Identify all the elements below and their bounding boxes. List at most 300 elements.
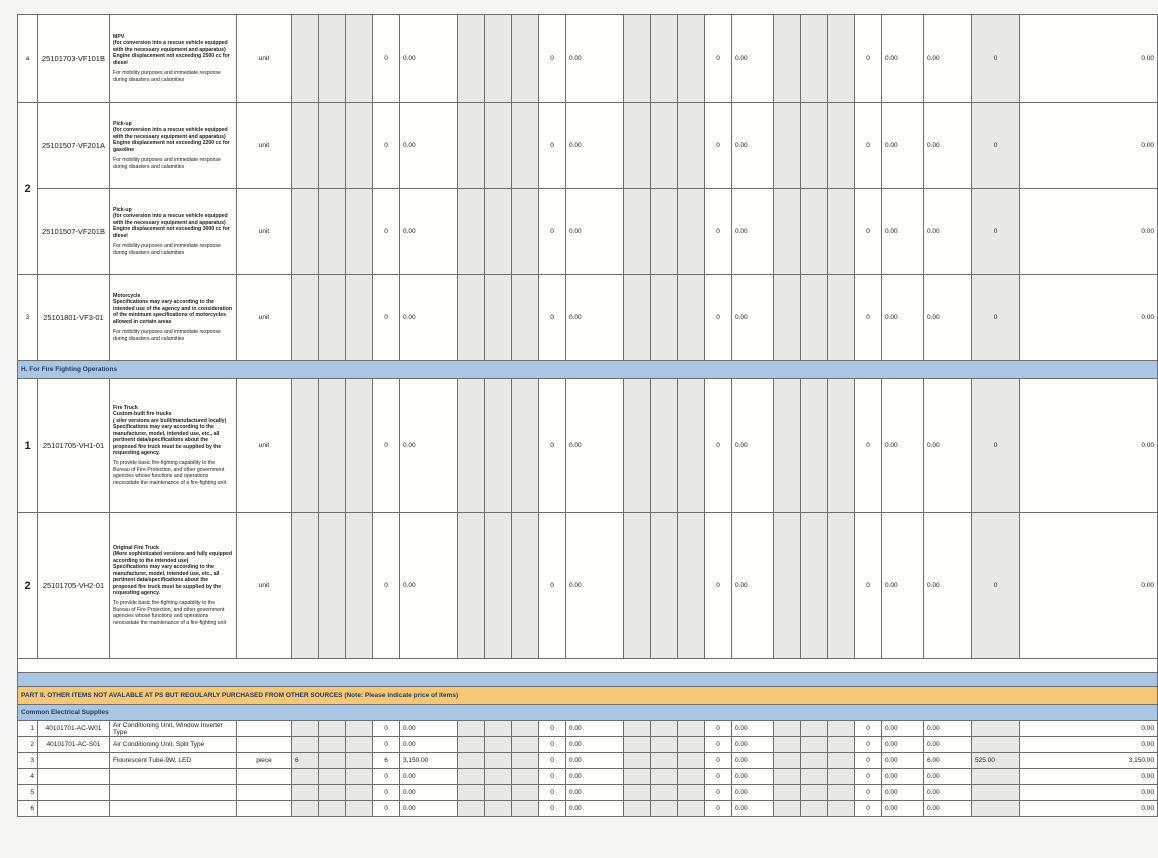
month-cell [624, 15, 651, 103]
row-number: 1 [18, 721, 38, 737]
section-header [18, 361, 1158, 379]
month-cell [292, 275, 319, 361]
month-cell [485, 801, 512, 817]
month-cell [828, 737, 855, 753]
quarter-amount: 0.00 [732, 379, 774, 513]
quarter-amount: 0.00 [732, 513, 774, 659]
month-cell [319, 189, 346, 275]
quarter-qty: 0 [705, 189, 732, 275]
item-code: 25101801-VF3-01 [38, 275, 110, 361]
quarter-qty: 0 [373, 15, 400, 103]
month-cell [458, 785, 485, 801]
quarter-qty: 0 [373, 801, 400, 817]
quarter-qty: 0 [705, 275, 732, 361]
price-cell [972, 769, 1020, 785]
month-cell [678, 275, 705, 361]
total-amount: 0.00 [1020, 721, 1158, 737]
quarter-amount: 0.00 [882, 103, 924, 189]
month-cell [458, 769, 485, 785]
item-description [110, 379, 237, 513]
total-qty: 0.00 [924, 103, 972, 189]
month-cell [319, 737, 346, 753]
price-cell: 525.00 [972, 753, 1020, 769]
quarter-qty: 0 [705, 379, 732, 513]
month-cell [678, 15, 705, 103]
month-cell [512, 737, 539, 753]
month-cell [678, 753, 705, 769]
quarter-amount: 0.00 [732, 721, 774, 737]
quarter-qty: 0 [705, 721, 732, 737]
unit-cell [237, 801, 292, 817]
description-note: For mobility purposes and immediate response during disasters and calamities [113, 157, 221, 170]
quarter-qty: 0 [373, 721, 400, 737]
row-number: 5 [18, 785, 38, 801]
total-qty: 0.00 [924, 189, 972, 275]
description-note: For mobility purposes and immediate response during disasters and calamities [113, 329, 221, 342]
month-cell [485, 737, 512, 753]
row-number: 2 [18, 103, 38, 275]
month-cell [678, 769, 705, 785]
month-cell [512, 275, 539, 361]
row-number: 4 [18, 769, 38, 785]
total-qty: 0.00 [924, 801, 972, 817]
month-cell [624, 275, 651, 361]
unit-cell: unit [237, 15, 292, 103]
description-note: To provide basic fire-fighting capability to the Bureau of Fire Protection, and other government agencies whose functions and operations necessitate the maintenance of a fire-fighting unit [113, 460, 227, 486]
month-cell [828, 721, 855, 737]
month-cell [485, 785, 512, 801]
month-cell [319, 513, 346, 659]
price-cell: 0 [972, 189, 1020, 275]
month-cell [624, 721, 651, 737]
month-cell [512, 15, 539, 103]
month-cell [774, 769, 801, 785]
price-cell: 0 [972, 379, 1020, 513]
procurement-table [17, 14, 1158, 817]
month-cell [651, 15, 678, 103]
month-cell [651, 785, 678, 801]
month-cell [801, 103, 828, 189]
month-cell [828, 379, 855, 513]
month-cell [485, 513, 512, 659]
month-cell [651, 103, 678, 189]
month-cell [828, 785, 855, 801]
quarter-amount: 0.00 [882, 801, 924, 817]
quarter-amount: 0.00 [566, 737, 624, 753]
quarter-amount: 0.00 [882, 379, 924, 513]
description-title: MPV (for conversion into a rescue vehicle equipped with the necessary equipment and apparatus) Engine displacement not exceeding 2500 cc for diesel [113, 34, 230, 66]
month-cell [774, 513, 801, 659]
quarter-amount: 0.00 [566, 721, 624, 737]
month-cell [651, 769, 678, 785]
table-row [18, 753, 1158, 769]
total-amount: 0.00 [1020, 513, 1158, 659]
month-cell [651, 801, 678, 817]
item-description [110, 801, 237, 817]
month-cell [458, 189, 485, 275]
month-cell [678, 785, 705, 801]
item-description [110, 103, 237, 189]
quarter-amount: 0.00 [400, 801, 458, 817]
unit-cell [237, 769, 292, 785]
month-cell [801, 15, 828, 103]
month-cell [651, 513, 678, 659]
month-cell [828, 103, 855, 189]
quarter-amount: 0.00 [566, 753, 624, 769]
month-cell [512, 753, 539, 769]
quarter-qty: 0 [855, 769, 882, 785]
month-cell [828, 189, 855, 275]
total-amount: 0.00 [1020, 379, 1158, 513]
quarter-amount: 0.00 [882, 15, 924, 103]
month-cell [292, 379, 319, 513]
item-description [110, 189, 237, 275]
month-cell [801, 721, 828, 737]
item-description [110, 15, 237, 103]
total-qty: 0.00 [924, 737, 972, 753]
quarter-amount: 0.00 [566, 801, 624, 817]
quarter-amount: 0.00 [400, 785, 458, 801]
month-cell [801, 801, 828, 817]
quarter-qty: 0 [373, 769, 400, 785]
month-cell [774, 379, 801, 513]
month-cell [485, 379, 512, 513]
month-cell [801, 785, 828, 801]
unit-cell: piece [237, 753, 292, 769]
table-row [18, 737, 1158, 753]
quarter-amount: 0.00 [882, 721, 924, 737]
item-description [110, 769, 237, 785]
month-cell [319, 721, 346, 737]
month-cell [292, 103, 319, 189]
quarter-qty: 0 [539, 753, 566, 769]
quarter-amount: 0.00 [400, 721, 458, 737]
month-cell [624, 189, 651, 275]
month-cell [292, 769, 319, 785]
table-row [18, 801, 1158, 817]
item-code: 40101701-AC-S01 [38, 737, 110, 753]
quarter-amount: 0.00 [400, 103, 458, 189]
total-qty: 0.00 [924, 513, 972, 659]
quarter-amount: 0.00 [732, 103, 774, 189]
month-cell [346, 379, 373, 513]
item-code: 40101701-AC-W01 [38, 721, 110, 737]
month-cell [801, 189, 828, 275]
total-qty: 6.00 [924, 753, 972, 769]
quarter-amount: 0.00 [732, 753, 774, 769]
month-cell [801, 275, 828, 361]
quarter-qty: 0 [855, 379, 882, 513]
month-cell [346, 785, 373, 801]
quarter-qty: 0 [855, 785, 882, 801]
quarter-amount: 0.00 [400, 275, 458, 361]
quarter-qty: 0 [539, 103, 566, 189]
month-cell [458, 513, 485, 659]
month-cell [319, 785, 346, 801]
quarter-amount: 0.00 [566, 769, 624, 785]
month-cell [678, 379, 705, 513]
part-title: PART II. OTHER ITEMS NOT AVALABLE AT PS BUT REGULARLY PURCHASED FROM OTHER SOURCES (Note: Please indicate price of items) [18, 687, 1158, 705]
price-cell [972, 801, 1020, 817]
month-cell [828, 769, 855, 785]
month-cell [678, 103, 705, 189]
description-title: Motorcycle Specifications may vary according to the intended use of the agency and in consideration of the minimum specifications of motorcycles allowed in certain areas [113, 293, 233, 325]
price-cell [972, 737, 1020, 753]
month-cell [346, 721, 373, 737]
month-cell [774, 721, 801, 737]
description-title: Pick-up (for conversion into a rescue vehicle equipped with the necessary equipment and apparatus) Engine displacement not exceeding 3000 cc for diesel [113, 207, 230, 239]
month-cell [678, 513, 705, 659]
month-cell [292, 737, 319, 753]
total-amount: 0.00 [1020, 15, 1158, 103]
quarter-amount: 0.00 [732, 785, 774, 801]
month-cell [319, 103, 346, 189]
month-cell [774, 753, 801, 769]
month-cell [624, 753, 651, 769]
month-cell [624, 769, 651, 785]
table-row [18, 103, 1158, 189]
quarter-qty: 0 [855, 753, 882, 769]
quarter-qty: 0 [539, 769, 566, 785]
description-note: For mobility purposes and immediate response during disasters and calamities [113, 243, 221, 256]
quarter-qty: 0 [855, 737, 882, 753]
quarter-qty: 0 [855, 721, 882, 737]
item-code: 25101703-VF101B [38, 15, 110, 103]
quarter-qty: 6 [373, 753, 400, 769]
section-title: H. For Fire Fighting Operations [18, 361, 1158, 379]
quarter-qty: 0 [539, 189, 566, 275]
quarter-amount: 0.00 [566, 275, 624, 361]
subsection-title: Common Electrical Supplies [18, 705, 1158, 721]
total-amount: 0.00 [1020, 275, 1158, 361]
month-cell [485, 15, 512, 103]
total-qty: 0.00 [924, 785, 972, 801]
table-row [18, 721, 1158, 737]
month-cell [346, 275, 373, 361]
month-cell [485, 753, 512, 769]
month-cell [346, 15, 373, 103]
quarter-amount: 0.00 [566, 379, 624, 513]
total-amount: 0.00 [1020, 737, 1158, 753]
month-cell [346, 513, 373, 659]
month-cell [512, 801, 539, 817]
table-row [18, 275, 1158, 361]
row-number: 2 [18, 737, 38, 753]
quarter-amount: 0.00 [732, 189, 774, 275]
month-cell [485, 189, 512, 275]
quarter-amount: 0.00 [566, 103, 624, 189]
total-amount: 0.00 [1020, 103, 1158, 189]
month-cell [458, 379, 485, 513]
quarter-qty: 0 [855, 189, 882, 275]
quarter-amount: 3,150.00 [400, 753, 458, 769]
month-cell [458, 103, 485, 189]
quarter-amount: 0.00 [882, 189, 924, 275]
month-cell [801, 513, 828, 659]
unit-cell [237, 737, 292, 753]
item-code [38, 753, 110, 769]
quarter-amount: 0.00 [882, 785, 924, 801]
month-cell [346, 103, 373, 189]
month-cell [651, 737, 678, 753]
quarter-qty: 0 [373, 785, 400, 801]
table-row [18, 189, 1158, 275]
month-cell [512, 103, 539, 189]
month-cell [512, 189, 539, 275]
quarter-qty: 0 [855, 513, 882, 659]
month-cell [624, 785, 651, 801]
item-description [110, 785, 237, 801]
total-amount: 0.00 [1020, 769, 1158, 785]
quarter-amount: 0.00 [732, 769, 774, 785]
item-code: 25101507-VF201A [38, 103, 110, 189]
table-row [18, 513, 1158, 659]
description-title: Original Fire Truck (More sophisticated versions and fully equipped according to the intended use) Specifications may vary according to the manufacturer, model, intended use, etc., all pertinent data/specifications about the proposed fire truck must be supplied by the requesting agency. [113, 545, 233, 596]
total-qty: 0.00 [924, 769, 972, 785]
subsection-header [18, 705, 1158, 721]
month-cell [678, 721, 705, 737]
quarter-qty: 0 [373, 103, 400, 189]
part-header [18, 687, 1158, 705]
quarter-amount: 0.00 [882, 513, 924, 659]
month-cell [624, 737, 651, 753]
month-cell [678, 189, 705, 275]
month-cell [624, 513, 651, 659]
unit-cell: unit [237, 103, 292, 189]
month-cell [319, 769, 346, 785]
quarter-qty: 0 [705, 15, 732, 103]
unit-cell: unit [237, 513, 292, 659]
price-cell: 0 [972, 15, 1020, 103]
item-code [38, 801, 110, 817]
quarter-amount: 0.00 [566, 189, 624, 275]
unit-cell [237, 721, 292, 737]
month-cell [346, 801, 373, 817]
quarter-qty: 0 [855, 275, 882, 361]
quarter-qty: 0 [705, 769, 732, 785]
month-cell [292, 513, 319, 659]
month-cell [346, 737, 373, 753]
item-description: Air Conditioning Unit, Window Inverter Type [110, 721, 237, 737]
quarter-qty: 0 [539, 801, 566, 817]
month-cell [346, 189, 373, 275]
month-cell [651, 753, 678, 769]
total-amount: 0.00 [1020, 801, 1158, 817]
month-cell [678, 801, 705, 817]
month-cell [485, 769, 512, 785]
month-cell [319, 15, 346, 103]
month-cell [801, 737, 828, 753]
month-cell [319, 275, 346, 361]
quarter-amount: 0.00 [400, 189, 458, 275]
month-cell [624, 801, 651, 817]
price-cell [972, 785, 1020, 801]
month-cell [319, 379, 346, 513]
month-cell [651, 379, 678, 513]
month-cell [828, 801, 855, 817]
month-cell [292, 721, 319, 737]
month-cell [774, 189, 801, 275]
month-cell [651, 189, 678, 275]
month-cell [774, 275, 801, 361]
price-cell: 0 [972, 103, 1020, 189]
description-note: For mobility purposes and immediate response during disasters and calamities [113, 70, 221, 83]
price-cell: 0 [972, 513, 1020, 659]
row-number: 3 [18, 753, 38, 769]
quarter-qty: 0 [855, 801, 882, 817]
month-cell [458, 721, 485, 737]
quarter-qty: 0 [705, 801, 732, 817]
quarter-amount: 0.00 [400, 15, 458, 103]
month-cell [458, 275, 485, 361]
month-cell [319, 801, 346, 817]
item-code [38, 785, 110, 801]
quarter-qty: 0 [705, 737, 732, 753]
month-cell [828, 753, 855, 769]
month-cell [624, 103, 651, 189]
quarter-qty: 0 [539, 513, 566, 659]
price-cell: 0 [972, 275, 1020, 361]
item-description: Flourescent Tube-9W, LED [110, 753, 237, 769]
unit-cell [237, 785, 292, 801]
quarter-amount: 0.00 [400, 513, 458, 659]
total-amount: 3,150.00 [1020, 753, 1158, 769]
month-cell [651, 275, 678, 361]
item-description [110, 275, 237, 361]
month-cell [485, 103, 512, 189]
month-cell [292, 189, 319, 275]
month-cell [828, 513, 855, 659]
quarter-amount: 0.00 [566, 785, 624, 801]
item-description: Air Conditioning Unit, Split Type [110, 737, 237, 753]
quarter-qty: 0 [539, 721, 566, 737]
month-cell: 6 [292, 753, 319, 769]
month-cell [774, 737, 801, 753]
month-cell [774, 103, 801, 189]
band-row [18, 673, 1158, 687]
month-cell [292, 801, 319, 817]
quarter-qty: 0 [373, 189, 400, 275]
total-qty: 0.00 [924, 379, 972, 513]
month-cell [828, 15, 855, 103]
table-row [18, 769, 1158, 785]
quarter-qty: 0 [539, 737, 566, 753]
quarter-amount: 0.00 [732, 15, 774, 103]
total-qty: 0.00 [924, 721, 972, 737]
quarter-amount: 0.00 [566, 15, 624, 103]
quarter-qty: 0 [705, 513, 732, 659]
quarter-qty: 0 [373, 379, 400, 513]
total-amount: 0.00 [1020, 189, 1158, 275]
quarter-qty: 0 [373, 275, 400, 361]
month-cell [774, 785, 801, 801]
quarter-amount: 0.00 [732, 801, 774, 817]
month-cell [624, 379, 651, 513]
quarter-amount: 0.00 [882, 737, 924, 753]
month-cell [292, 15, 319, 103]
quarter-qty: 0 [539, 785, 566, 801]
description-title: Pick-up (for conversion into a rescue vehicle equipped with the necessary equipment and apparatus) Engine displacement not exceeding 2200 cc for gasoline [113, 121, 230, 153]
unit-cell: unit [237, 189, 292, 275]
quarter-amount: 0.00 [732, 737, 774, 753]
total-amount: 0.00 [1020, 785, 1158, 801]
month-cell [512, 513, 539, 659]
month-cell [346, 769, 373, 785]
table-row [18, 15, 1158, 103]
quarter-qty: 0 [539, 275, 566, 361]
month-cell [512, 769, 539, 785]
month-cell [458, 15, 485, 103]
